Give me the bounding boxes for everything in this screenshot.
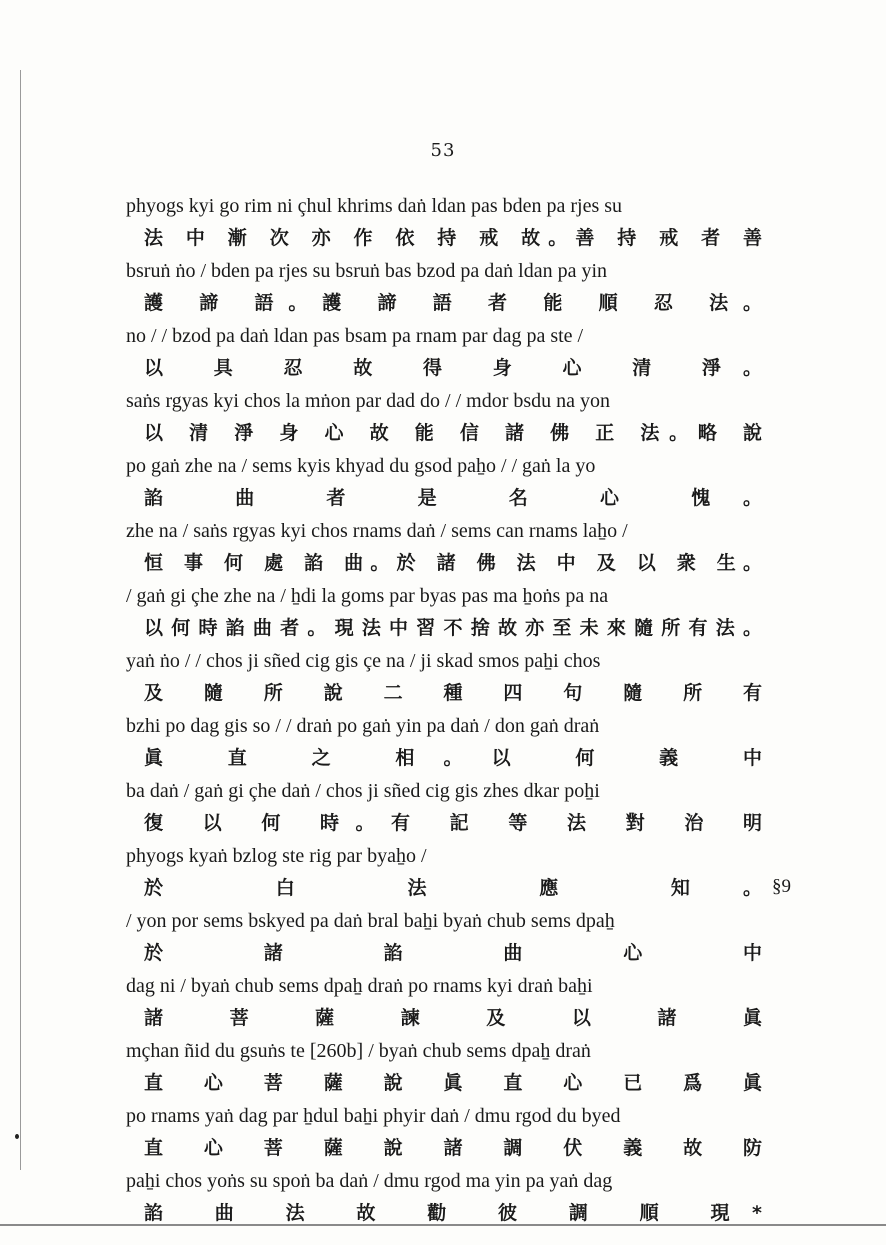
chinese-line: 直 心 菩 薩 說 諸 調 伏 義 故 防 bbox=[144, 1137, 764, 1159]
tibetan-line: / yon por sems bskyed pa daṅ bral baẖi byaṅ chub sems dpaẖ bbox=[126, 910, 615, 932]
tibetan-line: paẖi chos yoṅs su spoṅ ba daṅ / dmu rgod ma yin pa yaṅ dag bbox=[126, 1170, 613, 1192]
body-text bbox=[126, 190, 766, 1230]
chinese-line: 法 中 漸 次 亦 作 依 持 戒 故。善 持 戒 者 善 bbox=[144, 227, 764, 249]
bottom-scan-rule bbox=[0, 1224, 886, 1226]
line-pair bbox=[126, 320, 766, 385]
chinese-line: 直 心 菩 薩 說 眞 直 心 已 爲 眞 bbox=[144, 1072, 764, 1094]
line-pair bbox=[126, 450, 766, 515]
tibetan-line: bzhi po dag gis so / / draṅ po gaṅ yin pa daṅ / don gaṅ draṅ bbox=[126, 715, 600, 737]
line-pair bbox=[126, 645, 766, 710]
tibetan-line: dag ni / byaṅ chub sems dpaẖ draṅ po rnams kyi draṅ baẖi bbox=[126, 975, 593, 997]
chinese-line: 恒 事 何 處 諂 曲。於 諸 佛 法 中 及 以 衆 生。 bbox=[144, 552, 764, 574]
line-pair bbox=[126, 840, 766, 905]
tibetan-line: no / / bzod pa daṅ ldan pas bsam pa rnam par dag pa ste / bbox=[126, 325, 584, 347]
line-pair bbox=[126, 255, 766, 320]
tibetan-line: saṅs rgyas kyi chos la mṅon par dad do / / mdor bsdu na yon bbox=[126, 390, 611, 412]
line-pair bbox=[126, 1165, 766, 1230]
line-pair bbox=[126, 710, 766, 775]
chinese-line: 以 具 忍 故 得 身 心 清 淨。 bbox=[144, 357, 764, 379]
line-pair bbox=[126, 775, 766, 840]
binding-edge-line bbox=[20, 70, 21, 1170]
chinese-line: 眞 直 之 相。以 何 義 中 bbox=[144, 747, 764, 769]
page-number: 53 bbox=[430, 140, 456, 161]
line-pair bbox=[126, 1035, 766, 1100]
line-pair bbox=[126, 580, 766, 645]
tibetan-line: / gaṅ gi çhe zhe na / ẖdi la goms par byas pas ma ẖoṅs pa na bbox=[126, 585, 609, 607]
line-pair bbox=[126, 905, 766, 970]
tibetan-line: yaṅ ṅo / / chos ji sñed cig gis çe na / ji skad smos paẖi chos bbox=[126, 650, 601, 672]
chinese-line: 及 隨 所 說 二 種 四 句 隨 所 有 bbox=[144, 682, 764, 704]
section-margin-note: §9 bbox=[772, 876, 791, 897]
scan-dot bbox=[15, 1134, 19, 1139]
tibetan-line: po gaṅ zhe na / sems kyis khyad du gsod paẖo / / gaṅ la yo bbox=[126, 455, 596, 477]
chinese-line: 於 白 法 應 知。 bbox=[144, 877, 764, 899]
chinese-line: 於 諸 諂 曲 心 中 bbox=[144, 942, 764, 964]
tibetan-line: phyogs kyaṅ bzlog ste rig par byaẖo / bbox=[126, 845, 427, 867]
tibetan-line: mçhan ñid du gsuṅs te [260b] / byaṅ chub sems dpaẖ draṅ bbox=[126, 1040, 591, 1062]
tibetan-line: phyogs kyi go rim ni çhul khrims daṅ ldan pas bden pa rjes su bbox=[126, 195, 623, 217]
chinese-line: 復 以 何 時。有 記 等 法 對 治 明 bbox=[144, 812, 764, 834]
tibetan-line: bsruṅ ṅo / bden pa rjes su bsruṅ bas bzod pa daṅ ldan pa yin bbox=[126, 260, 608, 282]
chinese-line: 以何時諂曲者。現法中習不捨故亦至未來隨所有法。 bbox=[144, 617, 764, 639]
line-pair bbox=[126, 385, 766, 450]
chinese-line: 諂 曲 法 故 勸 彼 調 順 現* bbox=[144, 1202, 764, 1224]
line-pair bbox=[126, 970, 766, 1035]
tibetan-line: zhe na / saṅs rgyas kyi chos rnams daṅ / sems can rnams laẖo / bbox=[126, 520, 628, 542]
line-pair bbox=[126, 1100, 766, 1165]
chinese-line: 護 諦 語。護 諦 語 者 能 順 忍 法。 bbox=[144, 292, 764, 314]
chinese-line: 諂 曲 者 是 名 心 愧。 bbox=[144, 487, 764, 509]
line-pair bbox=[126, 515, 766, 580]
line-pair bbox=[126, 190, 766, 255]
tibetan-line: po rnams yaṅ dag par ẖdul baẖi phyir daṅ / dmu rgod du byed bbox=[126, 1105, 621, 1127]
tibetan-line: ba daṅ / gaṅ gi çhe daṅ / chos ji sñed cig gis zhes dkar poẖi bbox=[126, 780, 600, 802]
chinese-line: 諸 菩 薩 諫 及 以 諸 眞 bbox=[144, 1007, 764, 1029]
chinese-line: 以 清 淨 身 心 故 能 信 諸 佛 正 法。略 說 bbox=[144, 422, 764, 444]
